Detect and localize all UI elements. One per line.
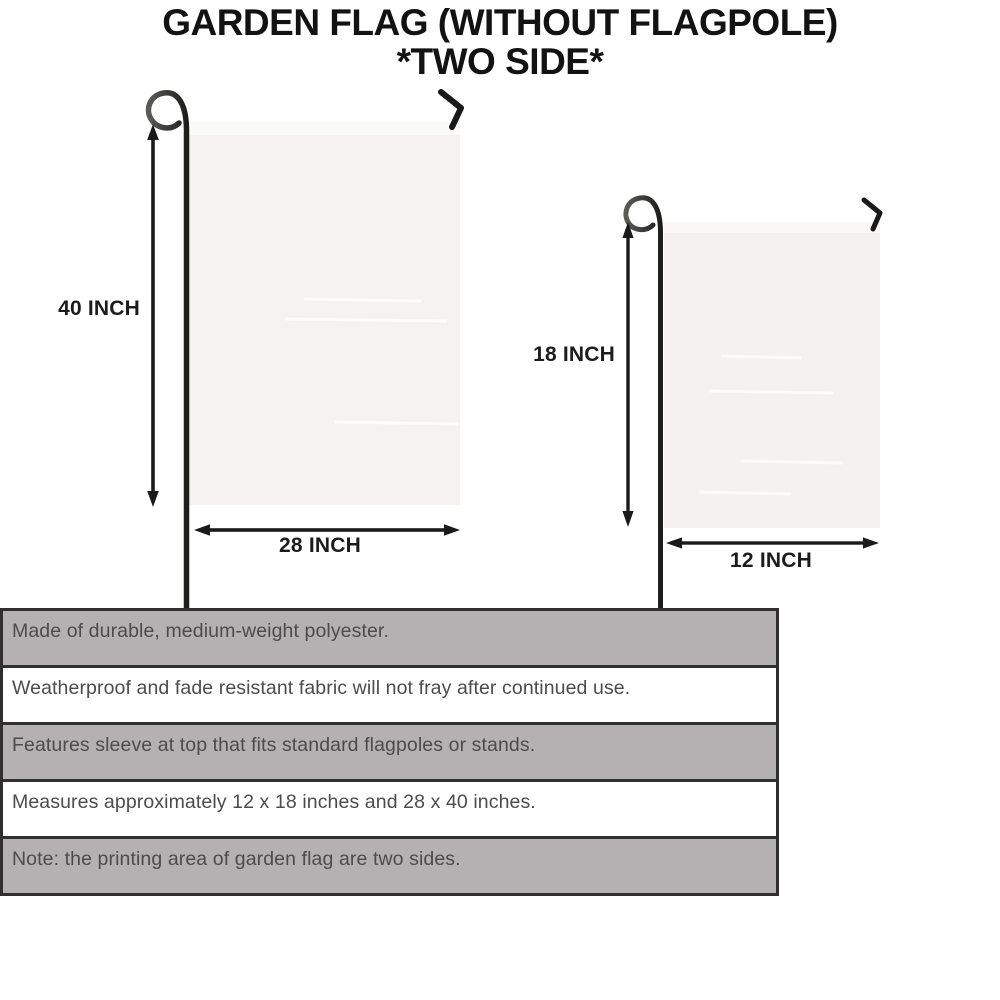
large-height-arrow	[147, 124, 159, 507]
spec-row: Note: the printing area of garden flag are two sides.	[0, 836, 779, 896]
large-clip-hook-icon	[441, 92, 461, 127]
small-width-arrow	[666, 537, 879, 548]
small-flag-sleeve	[664, 222, 880, 233]
large-flag-panel	[189, 122, 460, 505]
small-flagpole	[626, 198, 661, 610]
spec-row: Measures approximately 12 x 18 inches and 28 x 40 inches.	[0, 779, 779, 839]
large-flag-diagram	[147, 92, 461, 608]
small-flag-width-label: 12 INCH	[730, 549, 812, 572]
small-height-arrow	[622, 222, 633, 527]
large-flag-width-label: 28 INCH	[279, 534, 361, 557]
spec-table	[0, 608, 779, 896]
spec-row: Features sleeve at top that fits standard flagpoles or stands.	[0, 722, 779, 782]
small-flag-panel	[664, 222, 880, 528]
page-subtitle: *TWO SIDE*	[396, 41, 604, 83]
spec-row: Made of durable, medium-weight polyester.	[0, 608, 779, 668]
large-flag-sleeve	[189, 122, 460, 135]
page-title: GARDEN FLAG (WITHOUT FLAGPOLE)	[162, 2, 838, 43]
spec-row: Weatherproof and fade resistant fabric will not fray after continued use.	[0, 665, 779, 725]
large-flag-height-label: 40 INCH	[58, 297, 140, 320]
small-flag-height-label: 18 INCH	[533, 343, 615, 366]
